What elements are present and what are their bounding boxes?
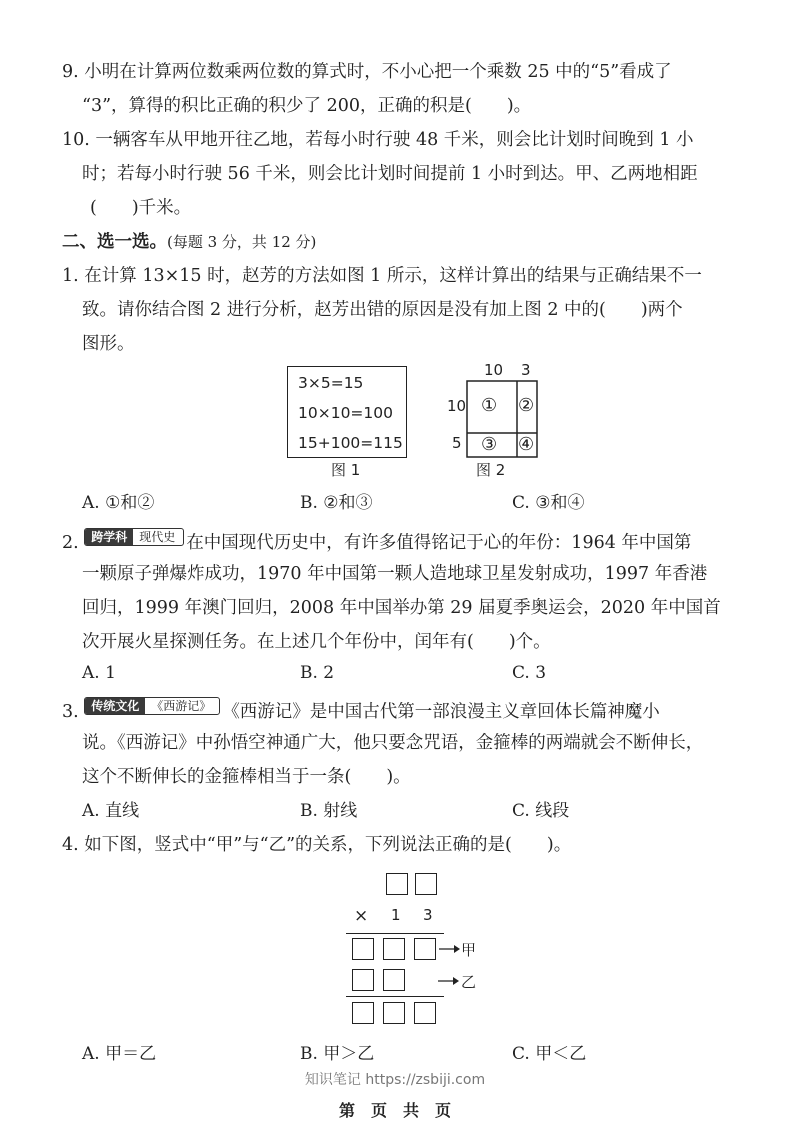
choice3-line-2: 说。《西游记》中孙悟空神通广大，他只要念咒语，金箍棒的两端就会不断伸长， — [82, 733, 704, 753]
page-footer: 第 页 共 页 — [338, 1101, 451, 1120]
q9-line-1: 9. 小明在计算两位数乘两位数的算式时，不小心把一个乘数 25 中的“5”看成了 — [62, 62, 672, 82]
q10-line-1: 10. 一辆客车从甲地开往乙地，若每小时行驶 48 千米，则会比计划时间晚到 1 小 — [62, 130, 694, 150]
partial-product-1-box — [352, 938, 374, 960]
choice3-line-1 — [62, 697, 660, 724]
q10-line-3: ( )千米。 — [90, 198, 192, 218]
multiplicand-box — [415, 873, 437, 895]
tag-modern-history: 现代史 — [139, 530, 176, 544]
partial-product-2-box — [352, 969, 374, 991]
choice2-line-1 — [62, 528, 691, 555]
tag-traditional-culture: 传统文化 — [85, 698, 145, 714]
product-box — [383, 1002, 405, 1024]
choice1-option-a[interactable]: A. ①和② — [82, 493, 155, 513]
choice2-option-b[interactable]: B. 2 — [300, 663, 335, 683]
choice1-line-2: 致。请你结合图 2 进行分析，赵芳出错的原因是没有加上图 2 中的( )两个 — [82, 300, 683, 320]
choice2-line-3: 回归，1999 年澳门回归，2008 年中国举办第 29 届夏季奥运会，2020 年中国首 — [82, 598, 721, 618]
partial-product-1-box — [414, 938, 436, 960]
multiplier-digit-1: 1 — [391, 906, 401, 924]
q9-line-2: “3”，算得的积比正确的积少了 200，正确的积是( )。 — [82, 96, 532, 116]
figure-2-caption: 图 2 — [476, 461, 506, 479]
figure-1-row: 15+100=115 — [298, 434, 403, 452]
choice2-line-4: 次开展火星探测任务。在上述几个年份中，闰年有( )个。 — [82, 632, 551, 652]
figure-2-side-bottom-label: 5 — [452, 434, 462, 452]
section-heading — [62, 230, 316, 254]
section-note: (每题 3 分，共 12 分) — [167, 233, 317, 251]
partial-product-1-box — [383, 938, 405, 960]
product-box — [352, 1002, 374, 1024]
choice1-line-3: 图形。 — [82, 334, 135, 354]
choice2-text-1: 在中国现代历史中，有许多值得铭记于心的年份：1964 年中国第 — [186, 533, 692, 553]
choice3-number: 3. — [62, 702, 79, 722]
figure-2-cell-1: ① — [481, 395, 498, 416]
figure-1-row: 10×10=100 — [298, 404, 394, 422]
figure-2-cell-3: ③ — [481, 434, 498, 455]
product-box — [414, 1002, 436, 1024]
figure-2-side-top-label: 10 — [447, 397, 467, 415]
watermark: 知识笔记 https://zsbiji.com — [304, 1072, 486, 1088]
figure-1-row: 3×5=15 — [298, 374, 364, 392]
choice1-option-c[interactable]: C. ③和④ — [512, 493, 585, 513]
choice4-option-a[interactable]: A. 甲＝乙 — [82, 1044, 157, 1064]
choice2-tag — [84, 528, 184, 546]
multiplier-digit-2: 3 — [423, 906, 433, 924]
choice4-option-c[interactable]: C. 甲＜乙 — [512, 1044, 587, 1064]
arrow-right-icon — [438, 974, 460, 988]
choice3-option-b[interactable]: B. 射线 — [300, 801, 358, 821]
figure-2-top-right-label: 3 — [521, 361, 531, 379]
rule-line — [346, 933, 444, 934]
section-title: 二、选一选。 — [62, 232, 167, 252]
choice2-line-2: 一颗原子弹爆炸成功，1970 年中国第一颗人造地球卫星发射成功，1997 年香港 — [82, 564, 708, 584]
rule-line — [346, 996, 444, 997]
times-sign: × — [354, 906, 369, 926]
partial-product-2-box — [383, 969, 405, 991]
arrow-right-icon — [439, 942, 461, 956]
label-yi: 乙 — [461, 973, 477, 991]
choice1-line-1: 1. 在计算 13×15 时，赵芳的方法如图 1 所示，这样计算出的结果与正确结果不一 — [62, 266, 702, 286]
choice3-text-1: 《西游记》是中国古代第一部浪漫主义章回体长篇神魔小 — [222, 702, 660, 722]
tag-interdisciplinary: 跨学科 — [85, 529, 133, 545]
choice2-option-a[interactable]: A. 1 — [82, 663, 116, 683]
choice2-option-c[interactable]: C. 3 — [512, 663, 547, 683]
choice3-line-3: 这个不断伸长的金箍棒相当于一条( )。 — [82, 767, 411, 787]
figure-1-caption: 图 1 — [331, 461, 361, 479]
multiplicand-box — [386, 873, 408, 895]
choice3-tag — [84, 697, 220, 715]
choice2-number: 2. — [62, 533, 79, 553]
choice4-option-b[interactable]: B. 甲＞乙 — [300, 1044, 375, 1064]
choice3-option-a[interactable]: A. 直线 — [82, 801, 140, 821]
choice4-line-1: 4. 如下图，竖式中“甲”与“乙”的关系，下列说法正确的是( )。 — [62, 835, 572, 855]
figure-2-cell-2: ② — [518, 395, 535, 416]
tag-journey-west: 《西游记》 — [151, 699, 212, 713]
q10-line-2: 时；若每小时行驶 56 千米，则会比计划时间提前 1 小时到达。甲、乙两地相距 — [82, 164, 698, 184]
choice1-option-b[interactable]: B. ②和③ — [300, 493, 373, 513]
figure-2-top-left-label: 10 — [484, 361, 504, 379]
label-jia: 甲 — [461, 941, 477, 959]
figure-1-box — [287, 366, 407, 458]
choice3-option-c[interactable]: C. 线段 — [512, 801, 570, 821]
figure-2-cell-4: ④ — [518, 434, 535, 455]
